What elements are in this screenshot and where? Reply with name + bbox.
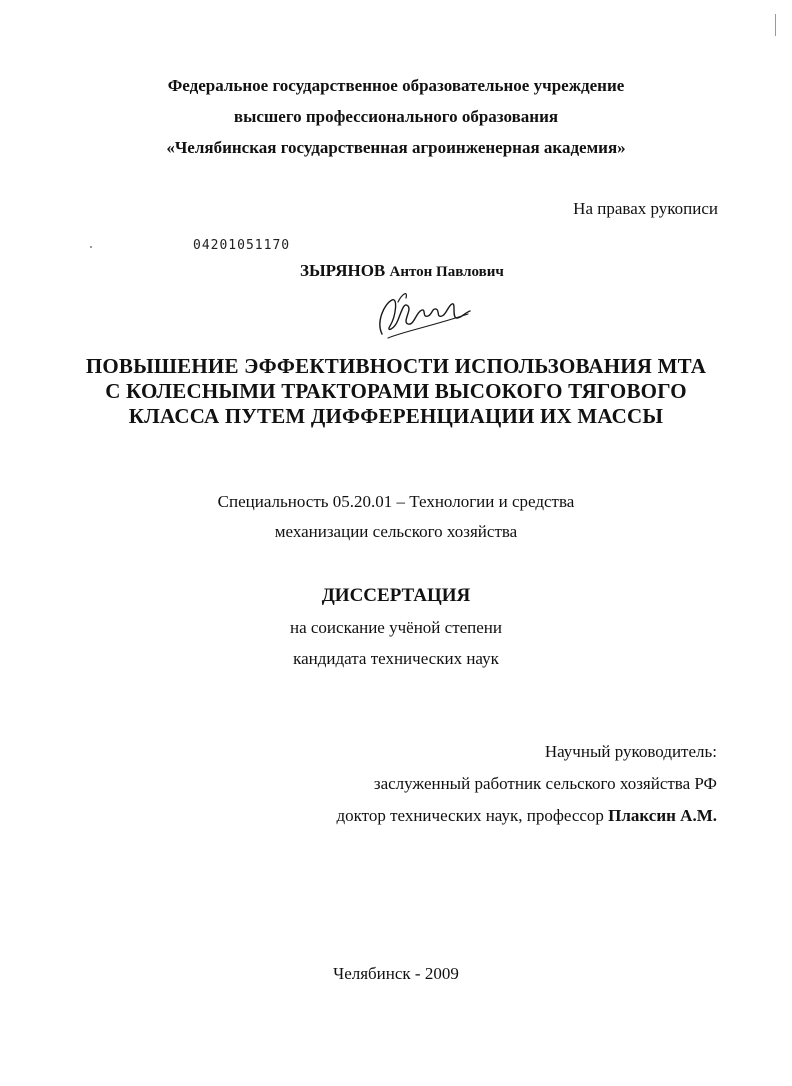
specialty-line-2: механизации сельского хозяйства [274,522,518,541]
dissertation-title-line-1: ПОВЫШЕНИЕ ЭФФЕКТИВНОСТИ ИСПОЛЬЗОВАНИЯ МТА [85,354,707,378]
supervisor-degree: доктор технических наук, профессор [336,806,604,825]
archive-number: 04201051170 [193,238,291,253]
degree-line-1: на соискание учёной степени [289,618,503,637]
dissertation-title-line-3: КЛАССА ПУТЕМ ДИФФЕРЕНЦИАЦИИ ИХ МАССЫ [128,404,664,428]
degree-line-2: кандидата технических наук [293,649,499,668]
author-given-names: Антон Павлович [389,264,504,280]
institution-line-1: Федеральное государственное образовательное учреждение [167,76,625,95]
dissertation-title-line-2: С КОЛЕСНЫМИ ТРАКТОРАМИ ВЫСОКОГО ТЯГОВОГО [105,379,687,403]
supervisor-title-2 [336,806,717,826]
specialty-line-1: Специальность 05.20.01 – Технологии и средства [217,492,575,511]
author-name [300,261,504,281]
scan-mark-top-right [775,14,776,36]
work-type-heading: ДИССЕРТАЦИЯ [321,585,471,606]
institution-line-3: «Челябинская государственная агроинженерная академия» [166,138,626,157]
scan-mark-left [90,246,92,248]
supervisor-name: Плаксин А.М. [608,806,717,825]
supervisor-title-1: заслуженный работник сельского хозяйства РФ [373,774,717,793]
author-surname: ЗЫРЯНОВ [300,261,386,280]
place-year: Челябинск - 2009 [333,964,459,983]
rights-note: На правах рукописи [573,199,718,218]
institution-line-2: высшего профессионального образования [233,107,559,126]
author-signature [372,282,472,344]
supervisor-label: Научный руководитель: [544,742,717,761]
